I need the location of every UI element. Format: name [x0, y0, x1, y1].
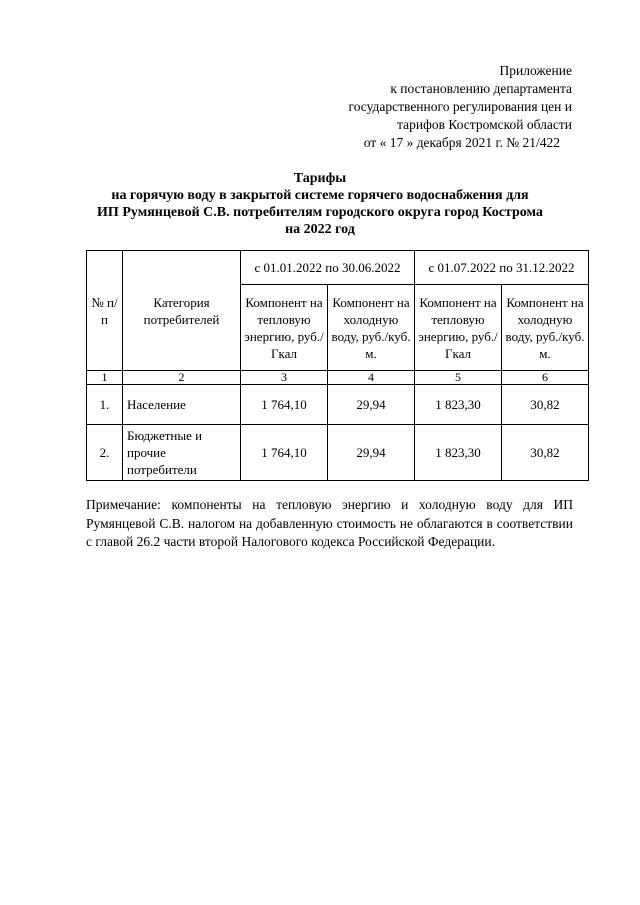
- row-category: Население: [123, 385, 241, 425]
- table-row: [87, 385, 589, 425]
- header-cold-component: Компонент на холодную воду, руб./куб. м.: [328, 285, 415, 371]
- header-period-2: с 01.07.2022 по 31.12.2022: [415, 251, 589, 285]
- row-value: 29,94: [328, 425, 415, 481]
- column-number: 4: [328, 371, 415, 385]
- title-line: на горячую воду в закрытой системе горячего водоснабжения для: [111, 188, 529, 203]
- header-heat-component: Компонент на тепловую энергию, руб./Гкал: [241, 285, 328, 371]
- header-period-1: с 01.01.2022 по 30.06.2022: [241, 251, 415, 285]
- row-number: 2.: [87, 425, 123, 481]
- note-paragraph: Примечание: компоненты на тепловую энергию и холодную воду для ИП Румянцевой С.В. налогом на добавленную стоимость не облагаются в соответствии с главой 26.2 части второй Налогового кодекса Российской Федерации.: [86, 497, 573, 549]
- row-value: 30,82: [502, 425, 589, 481]
- column-number: 5: [415, 371, 502, 385]
- row-value: 1 823,30: [415, 385, 502, 425]
- row-value: 1 764,10: [241, 385, 328, 425]
- header-cold-component: Компонент на холодную воду, руб./куб. м.: [502, 285, 589, 371]
- title-line: ИП Румянцевой С.В. потребителям городского округа город Кострома: [97, 205, 543, 220]
- column-number: 2: [123, 371, 241, 385]
- column-number: 6: [502, 371, 589, 385]
- row-category: Бюджетные и прочие потребители: [123, 425, 241, 481]
- tariff-table: [86, 250, 589, 481]
- column-number: 1: [87, 371, 123, 385]
- column-number: 3: [241, 371, 328, 385]
- appendix-header: [349, 62, 572, 152]
- row-number: 1.: [87, 385, 123, 425]
- appendix-line: государственного регулирования цен и: [348, 99, 572, 114]
- row-value: 30,82: [502, 385, 589, 425]
- title-line: на 2022 год: [285, 222, 355, 237]
- header-heat-component: Компонент на тепловую энергию, руб./Гкал: [415, 285, 502, 371]
- row-value: 1 823,30: [415, 425, 502, 481]
- row-value: 29,94: [328, 385, 415, 425]
- table-row: [87, 425, 589, 481]
- header-category: Категория потребителей: [123, 251, 241, 371]
- title-line: Тарифы: [293, 171, 347, 186]
- appendix-line: от « 17 » декабря 2021 г. № 21/422: [363, 135, 560, 150]
- document-title: [60, 170, 580, 238]
- row-value: 1 764,10: [241, 425, 328, 481]
- appendix-line: тарифов Костромской области: [397, 117, 572, 132]
- appendix-line: к постановлению департамента: [390, 81, 572, 96]
- column-number-row: [87, 371, 589, 385]
- appendix-line: Приложение: [499, 63, 572, 78]
- header-number: № п/п: [87, 251, 123, 371]
